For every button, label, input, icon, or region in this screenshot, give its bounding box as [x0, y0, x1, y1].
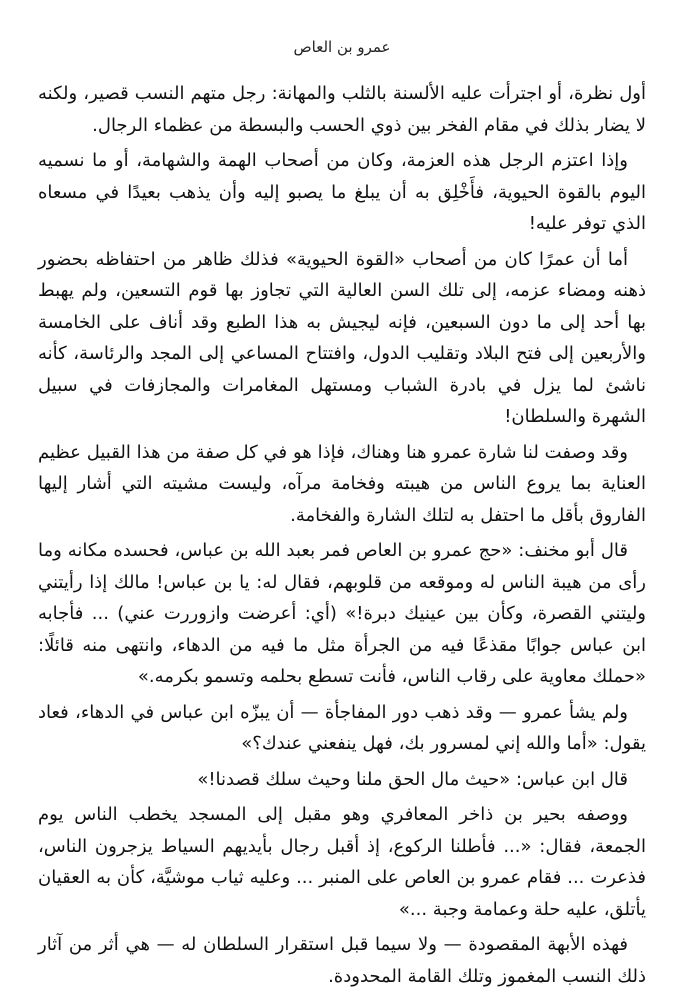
paragraph: ووصفه بحير بن ذاخر المعافري وهو مقبل إلى المسجد يخطب الناس يوم الجمعة، فقال: «... فأطلنا الركوع، إذ أقبل رجال بأيديهم السياط يزجرون الناس، فذعرت ... فقام عمرو بن العاص على المنبر ... وعليه ثياب موشيَّة، كأن به العقيان يأتلق، عليه حلة وعمامة وجبة ...» [38, 804, 646, 920]
running-head: عمرو بن العاص [293, 38, 391, 56]
paragraph: قال ابن عباس: «حيث مال الحق ملنا وحيث سلك قصدنا!» [197, 768, 628, 790]
paragraph: فهذه الأبهة المقصودة — ولا سيما قبل استقرار السلطان له — هي أثر من آثار ذلك النسب المغموز وتلك القامة المحدودة. [38, 934, 646, 987]
paragraph: وقد وصفت لنا شارة عمرو هنا وهناك، فإذا هو في كل صفة من هذا القبيل عظيم العناية بما يروع الناس من هيبته وفخامة مرآه، وليست مشيته التي أشار إليها الفاروق بأقل ما احتفل به لتلك الشارة والفخامة. [38, 441, 646, 526]
paragraph: أول نظرة، أو اجترأت عليه الألسنة بالثلب والمهانة: رجل متهم النسب قصير، ولكنه لا يضار بذلك في مقام الفخر بين ذوي الحسب والبسطة من عظماء الرجال. [38, 83, 646, 136]
paragraph: ولم يشأ عمرو — وقد ذهب دور المفاجأة — أن يبزّه ابن عباس في الدهاء، فعاد يقول: «أما والله إني لمسرور بك، فهل ينفعني عندك؟» [38, 701, 646, 754]
paragraph: قال أبو مخنف: «حج عمرو بن العاص فمر بعبد الله بن عباس، فحسده مكانه وما رأى من هيبة الناس له وموقعه من قلوبهم، فقال له: يا بن عباس! مالك إذا رأيتني وليتني القصرة، وكأن بين عينيك دبرة!» (أي: أعرضت وازوررت عني) ... فأجابه ابن عباس جوابًا مقذعًا فيه من الجرأة مثل ما فيه من الدهاء، وانتهى منه قائلًا: «حملك معاوية على رقاب الناس، فأنت تسطع بحلمه وتسمو بكرمه.» [38, 540, 646, 687]
body-text [38, 78, 646, 992]
paragraph: وإذا اعتزم الرجل هذه العزمة، وكان من أصحاب الهمة والشهامة، أو ما نسميه اليوم بالقوة الحيوية، فأَخْلِق به أن يبلغ ما يصبو إليه وأن يذهب بعيدًا في مسعاه الذي توفر عليه! [38, 150, 646, 234]
paragraph: أما أن عمرًا كان من أصحاب «القوة الحيوية» فذلك ظاهر من احتفاظه بحضور ذهنه ومضاء عزمه، إلى تلك السن العالية التي تجاوز بها قوم التسعين، ولم يهبط بها أحد إلى ما دون السبعين، فإنه ليجيش به هذا الطبع وقد أناف على الخامسة والأربعين إلى فتح البلاد وتقليب الدول، وافتتاح المساعي إلى المجد والرئاسة، كأنه ناشئ لما يزل في بادرة الشباب ومستهل المغامرات والمجازفات في سبيل الشهرة والسلطان! [38, 248, 646, 427]
